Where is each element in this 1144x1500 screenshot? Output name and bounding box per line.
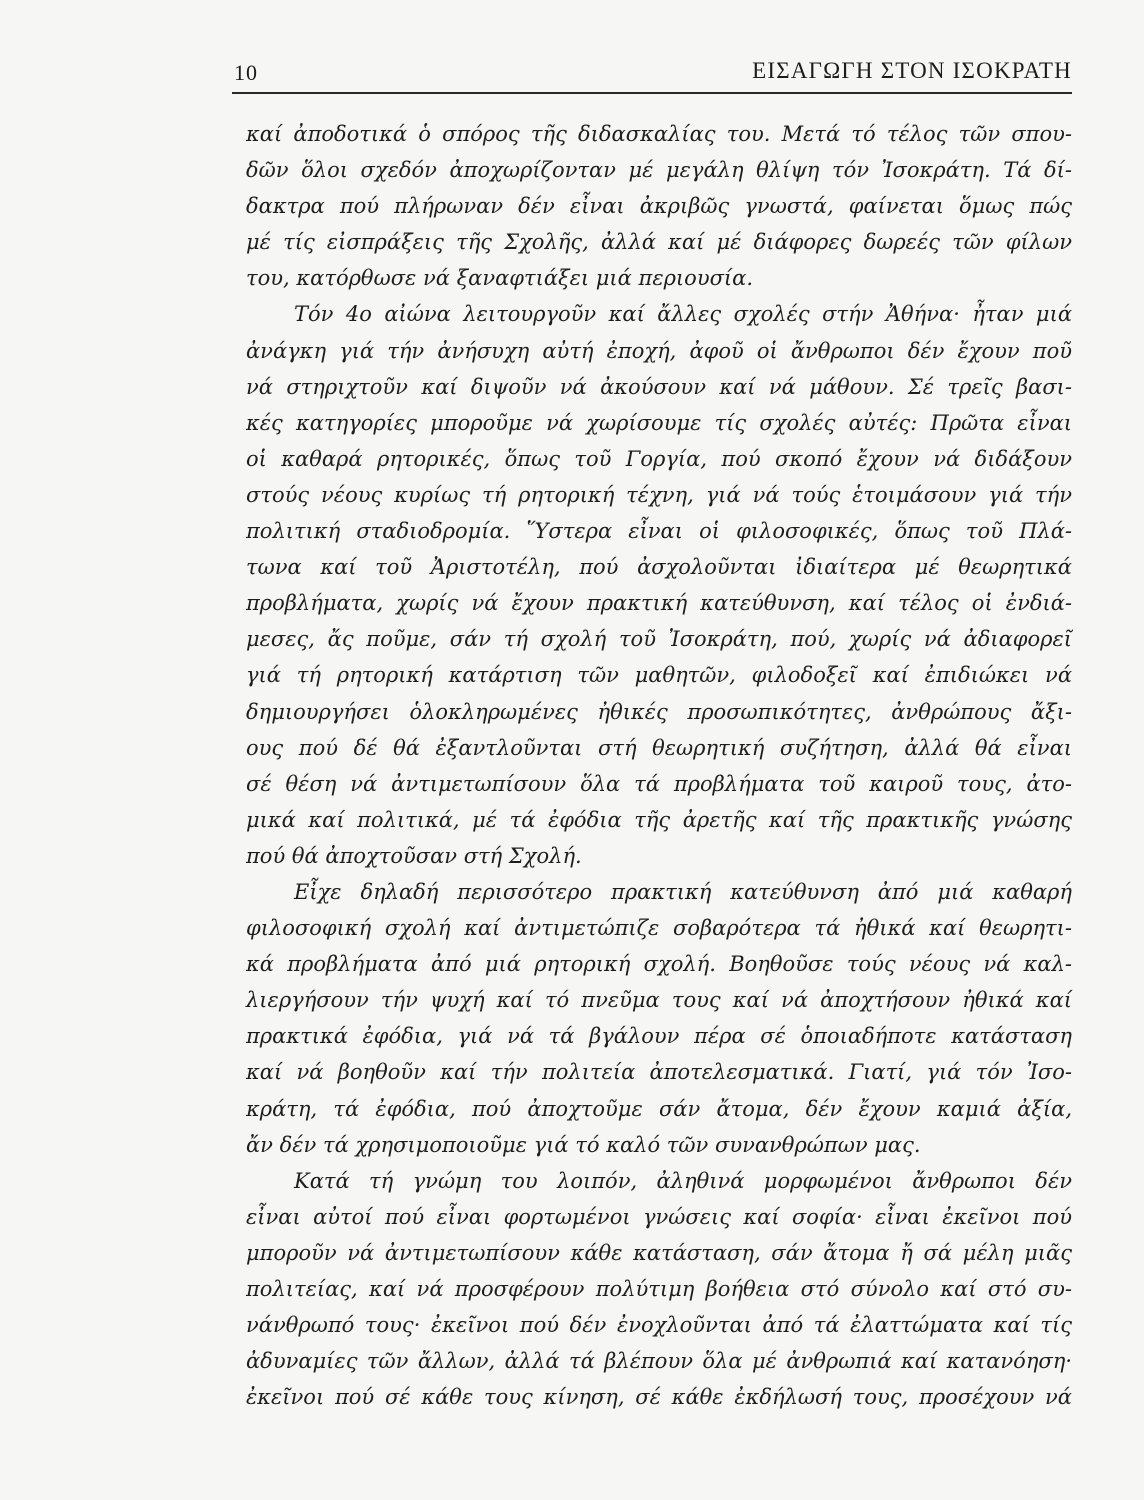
text-line: νάνθρωπό τους· ἐκεῖνοι πού δέν ἐνοχλοῦνται ἀπό τά ἐλαττώματα καί τίς [246, 1313, 1072, 1338]
text-line: δακτρα πού πλήρωναν δέν εἶναι ἀκριβῶς γνωστά, φαίνεται ὅμως πώς [246, 194, 1072, 219]
text-line: ους πού δέ θά ἐξαντλοῦνται στή θεωρητική συζήτηση, ἀλλά θά εἶναι [246, 735, 1072, 760]
text-line: μποροῦν νά ἀντιμετωπίσουν κάθε κατάσταση, σάν ἄτομα ἤ σά μέλη μιᾶς [246, 1240, 1072, 1265]
text-line: ἄν δέν τά χρησιμοποιοῦμε γιά τό καλό τῶν συνανθρώπων μας. [246, 1132, 921, 1157]
paragraph-start-line: Κατά τή γνώμη του λοιπόν, ἀληθινά μορφωμένοι ἄνθρωποι δέν [294, 1168, 1072, 1193]
paragraph-start-line: Εἶχε δηλαδή περισσότερο πρακτική κατεύθυνση ἀπό μιά καθαρή [294, 879, 1072, 904]
text-line: στούς νέους κυρίως τή ρητορική τέχνη, γιά νά τούς ἑτοιμάσουν γιά τήν [246, 482, 1072, 507]
text-line: μεσες, ἄς ποῦμε, σάν τή σχολή τοῦ Ἰσοκράτη, πού, χωρίς νά ἀδιαφορεῖ [246, 627, 1072, 652]
text-line: πολιτική σταδιοδρομία. Ὕστερα εἶναι οἱ φιλοσοφικές, ὅπως τοῦ Πλά- [246, 519, 1072, 544]
text-line: μέ τίς εἰσπράξεις τῆς Σχολῆς, ἀλλά καί μέ διάφορες δωρεές τῶν φίλων [246, 230, 1072, 255]
text-line: πρακτικά ἐφόδια, γιά νά τά βγάλουν πέρα σέ ὁποιαδήποτε κατάσταση [246, 1024, 1072, 1049]
text-line: ἀνάγκη γιά τήν ἀνήσυχη αὐτή ἐποχή, ἀφοῦ οἱ ἄνθρωποι δέν ἔχουν ποῦ [246, 338, 1072, 363]
text-line: οἱ καθαρά ρητορικές, ὅπως τοῦ Γοργία, πού σκοπό ἔχουν νά διδάξουν [246, 446, 1072, 471]
text-line: πολιτείας, καί νά προσφέρουν πολύτιμη βοήθεια στό σύνολο καί στό συ- [246, 1277, 1072, 1301]
body-text [246, 116, 1072, 1415]
text-line: δῶν ὅλοι σχεδόν ἀποχωρίζονταν μέ μεγάλη θλίψη τόν Ἰσοκράτη. Τά δί- [246, 158, 1072, 183]
text-line: τωνα καί τοῦ Ἀριστοτέλη, πού ἀσχολοῦνται ἰδιαίτερα μέ θεωρητικά [246, 555, 1072, 580]
text-line: προβλήματα, χωρίς νά ἔχουν πρακτική κατεύθυνση, καί τέλος οἱ ἐνδιά- [246, 591, 1072, 616]
text-line: του, κατόρθωσε νά ξαναφτιάξει μιά περιουσία. [246, 266, 754, 291]
text-line: εἶναι αὐτοί πού εἶναι φορτωμένοι γνώσεις καί σοφία· εἶναι ἐκεῖνοι πού [246, 1204, 1072, 1229]
text-line: σέ θέση νά ἀντιμετωπίσουν ὅλα τά προβλήματα τοῦ καιροῦ τους, ἀτο- [246, 771, 1072, 796]
text-line: κράτη, τά ἐφόδια, πού ἀποχτοῦμε σάν ἄτομα, δέν ἔχουν καμιά ἀξία, [246, 1096, 1072, 1121]
text-line: καί ἀποδοτικά ὁ σπόρος τῆς διδασκαλίας του. Μετά τό τέλος τῶν σπου- [246, 122, 1072, 146]
text-line: ἐκεῖνοι πού σέ κάθε τους κίνηση, σέ κάθε ἐκδήλωσή τους, προσέχουν νά [246, 1385, 1072, 1410]
running-title: ΕΙΣΑΓΩΓΗ ΣΤΟΝ ΙΣΟΚΡΑΤΗ [752, 58, 1072, 83]
text-line: κές κατηγορίες μποροῦμε νά χωρίσουμε τίς σχολές αὐτές: Πρῶτα εἶναι [246, 410, 1072, 435]
text-line: μικά καί πολιτικά, μέ τά ἐφόδια τῆς ἀρετῆς καί τῆς πρακτικῆς γνώσης [246, 807, 1072, 832]
text-line: κά προβλήματα ἀπό μιά ρητορική σχολή. Βοηθοῦσε τούς νέους νά καλ- [246, 952, 1072, 977]
text-line: νά στηριχτοῦν καί διψοῦν νά ἀκούσουν καί νά μάθουν. Σέ τρεῖς βασι- [246, 374, 1072, 399]
text-line: ἀδυναμίες τῶν ἄλλων, ἀλλά τά βλέπουν ὅλα μέ ἀνθρωπιά καί κατανόηση· [246, 1349, 1072, 1374]
text-line: φιλοσοφική σχολή καί ἀντιμετώπιζε σοβαρότερα τά ἠθικά καί θεωρητι- [246, 916, 1072, 941]
text-line: δημιουργήσει ὁλοκληρωμένες ἠθικές προσωπικότητες, ἀνθρώπους ἄξι- [246, 699, 1072, 724]
paragraph-start-line: Τόν 4ο αἰώνα λειτουργοῦν καί ἄλλες σχολές στήν Ἀθήνα· ἦταν μιά [294, 302, 1072, 327]
text-line: πού θά ἀποχτοῦσαν στή Σχολή. [246, 843, 582, 868]
text-line: λιεργήσουν τήν ψυχή καί τό πνεῦμα τους καί νά ἀποχτήσουν ἠθικά καί [246, 988, 1072, 1013]
page-number: 10 [234, 60, 258, 85]
text-line: καί νά βοηθοῦν καί τήν πολιτεία ἀποτελεσματικά. Γιατί, γιά τόν Ἰσο- [246, 1060, 1072, 1085]
text-line: γιά τή ρητορική κατάρτιση τῶν μαθητῶν, φιλοδοξεῖ καί ἐπιδιώκει νά [246, 663, 1072, 688]
running-head [232, 56, 1072, 94]
